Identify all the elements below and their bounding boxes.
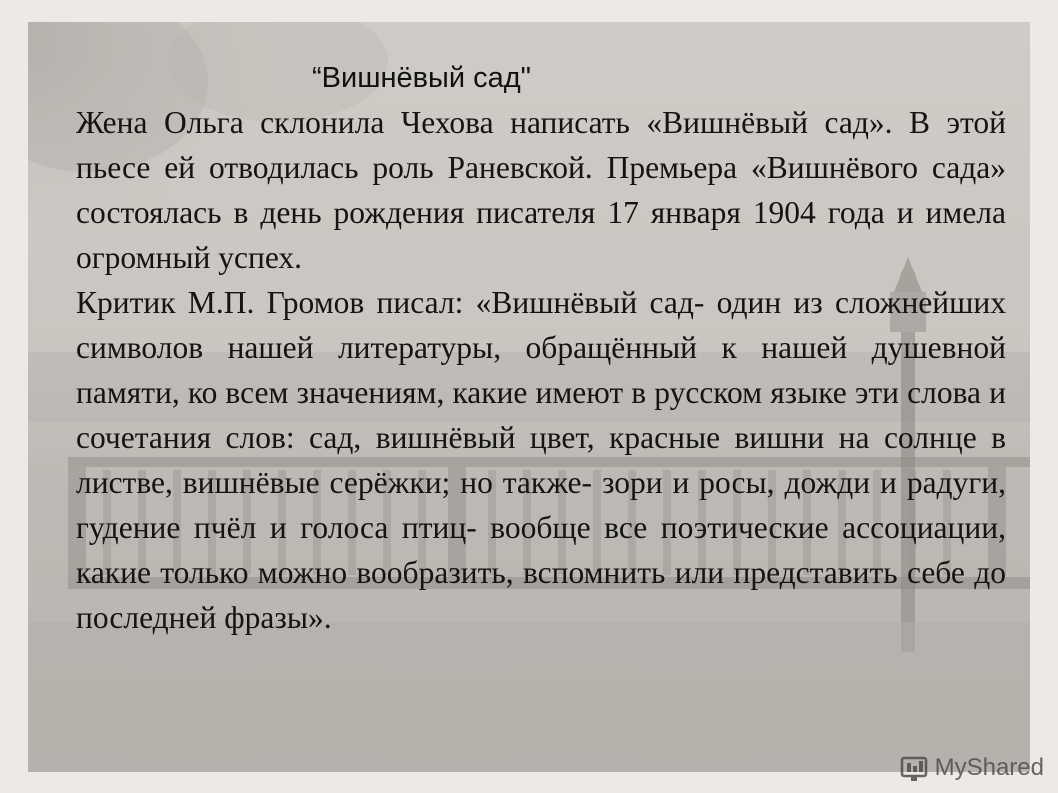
slide-title: “Вишнёвый сад" — [312, 62, 531, 94]
background-photo-frame — [28, 22, 1030, 772]
watermark-text: MyShared — [934, 754, 1044, 781]
slide-body — [76, 100, 1006, 640]
myshared-logo-icon — [899, 753, 929, 783]
myshared-watermark — [899, 753, 1044, 783]
ground — [28, 622, 1030, 772]
paragraph-critic-quote: Критик М.П. Громов писал: «Вишнёвый сад- один из сложнейших символов нашей литературы, обращённый к нашей душевной памяти, ко всем значениям, какие имеют в русском языке эти слова и сочетания слов: сад, вишнёвый цвет, красные вишни на солнце в листве, вишнёвые серёжки; но также- зори и росы, дожди и радуги, гудение пчёл и голоса птиц- вообще все поэтические ассоциации, какие только можно вообразить, вспомнить или представить себе до последней фразы». — [76, 285, 1006, 635]
paragraph-premiere: Жена Ольга склонила Чехова написать «Вишнёвый сад». В этой пьесе ей отводилась роль Раневской. Премьера «Вишнёвого сада» состоялась в день рождения писателя 17 января 1904 года и имела огромный успех. — [76, 105, 1006, 275]
